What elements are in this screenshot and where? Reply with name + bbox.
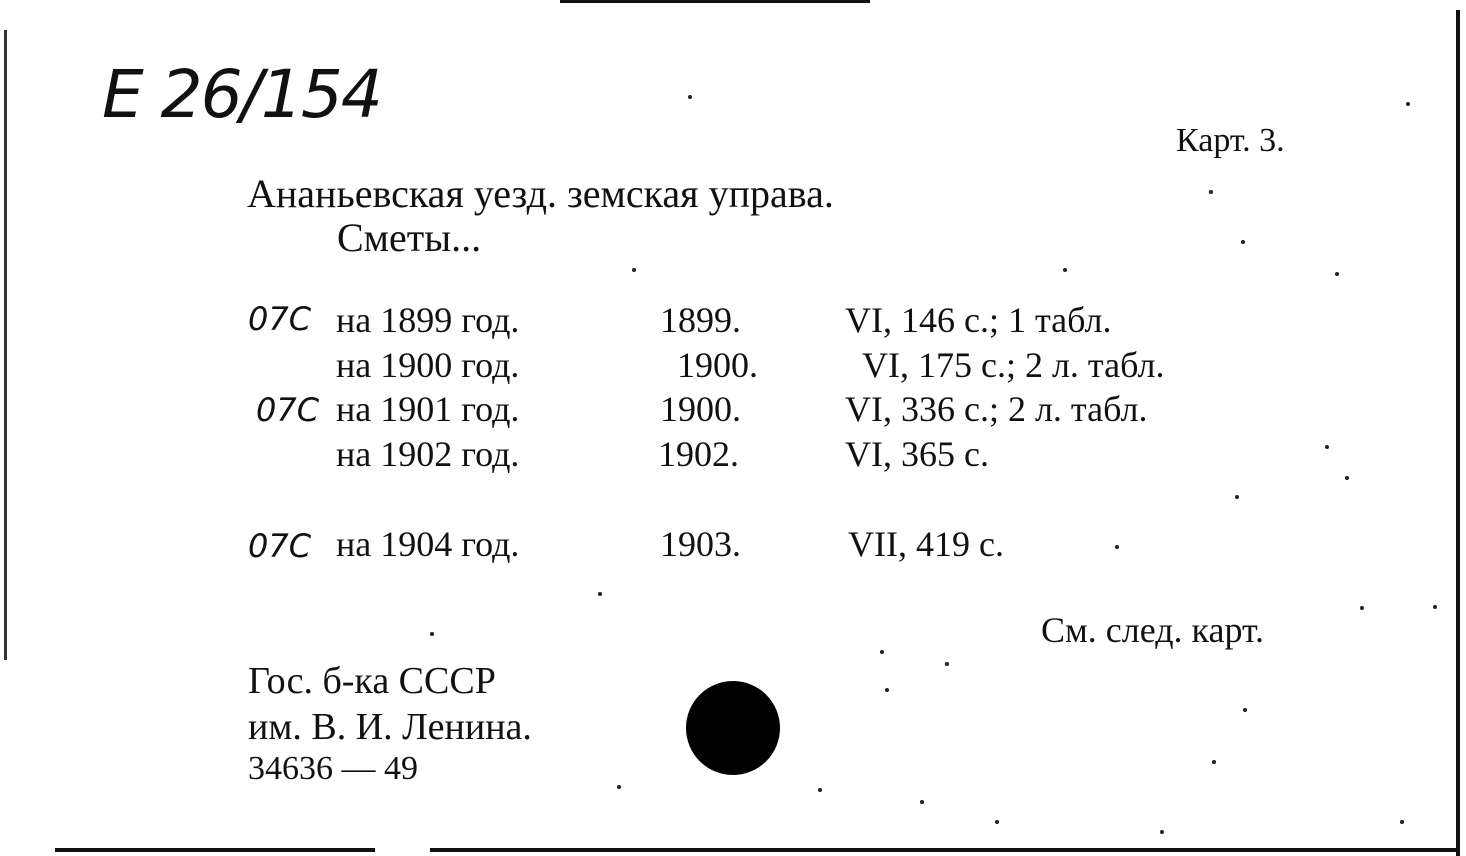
- library-line1: Гос. б-ка СССР: [248, 660, 496, 702]
- handwritten-mark: 07C: [256, 391, 320, 429]
- punch-hole: [686, 681, 780, 775]
- call-number: E 26/154: [102, 56, 381, 133]
- handwritten-mark: 07C: [248, 527, 312, 565]
- heading-title: Ананьевская уезд. земская управа.: [247, 171, 834, 216]
- entry-year: 1902.: [658, 434, 739, 474]
- entry-year: 1903.: [660, 524, 741, 564]
- entry-title: на 1900 год.: [336, 345, 520, 385]
- entry-title: на 1901 год.: [336, 389, 520, 429]
- card-bottom-edge-right: [430, 848, 1456, 852]
- card-right-edge: [1456, 10, 1460, 856]
- handwritten-mark: 07C: [248, 300, 312, 338]
- card-top-edge: [560, 0, 870, 3]
- entry-extent: VII, 419 с.: [848, 524, 1004, 564]
- entry-year: 1900.: [677, 345, 758, 385]
- entry-extent: VI, 146 с.; 1 табл.: [845, 300, 1112, 340]
- see-next-card: См. след. карт.: [1041, 610, 1265, 650]
- entry-extent: VI, 336 с.; 2 л. табл.: [845, 389, 1148, 429]
- card-label: Карт. 3.: [1176, 122, 1285, 159]
- library-line2: им. В. И. Ленина.: [248, 706, 532, 748]
- library-line3: 34636 — 49: [248, 750, 418, 787]
- entry-extent: VI, 175 с.; 2 л. табл.: [862, 345, 1165, 385]
- entry-title: на 1902 год.: [336, 434, 520, 474]
- entry-year: 1900.: [660, 389, 741, 429]
- entry-title: на 1904 год.: [336, 524, 520, 564]
- card-bottom-edge-left: [55, 848, 375, 852]
- entry-title: на 1899 год.: [336, 300, 520, 340]
- entry-year: 1899.: [660, 300, 741, 340]
- heading-subtitle: Сметы...: [337, 215, 482, 260]
- entry-extent: VI, 365 с.: [845, 434, 989, 474]
- card-left-edge: [4, 30, 7, 660]
